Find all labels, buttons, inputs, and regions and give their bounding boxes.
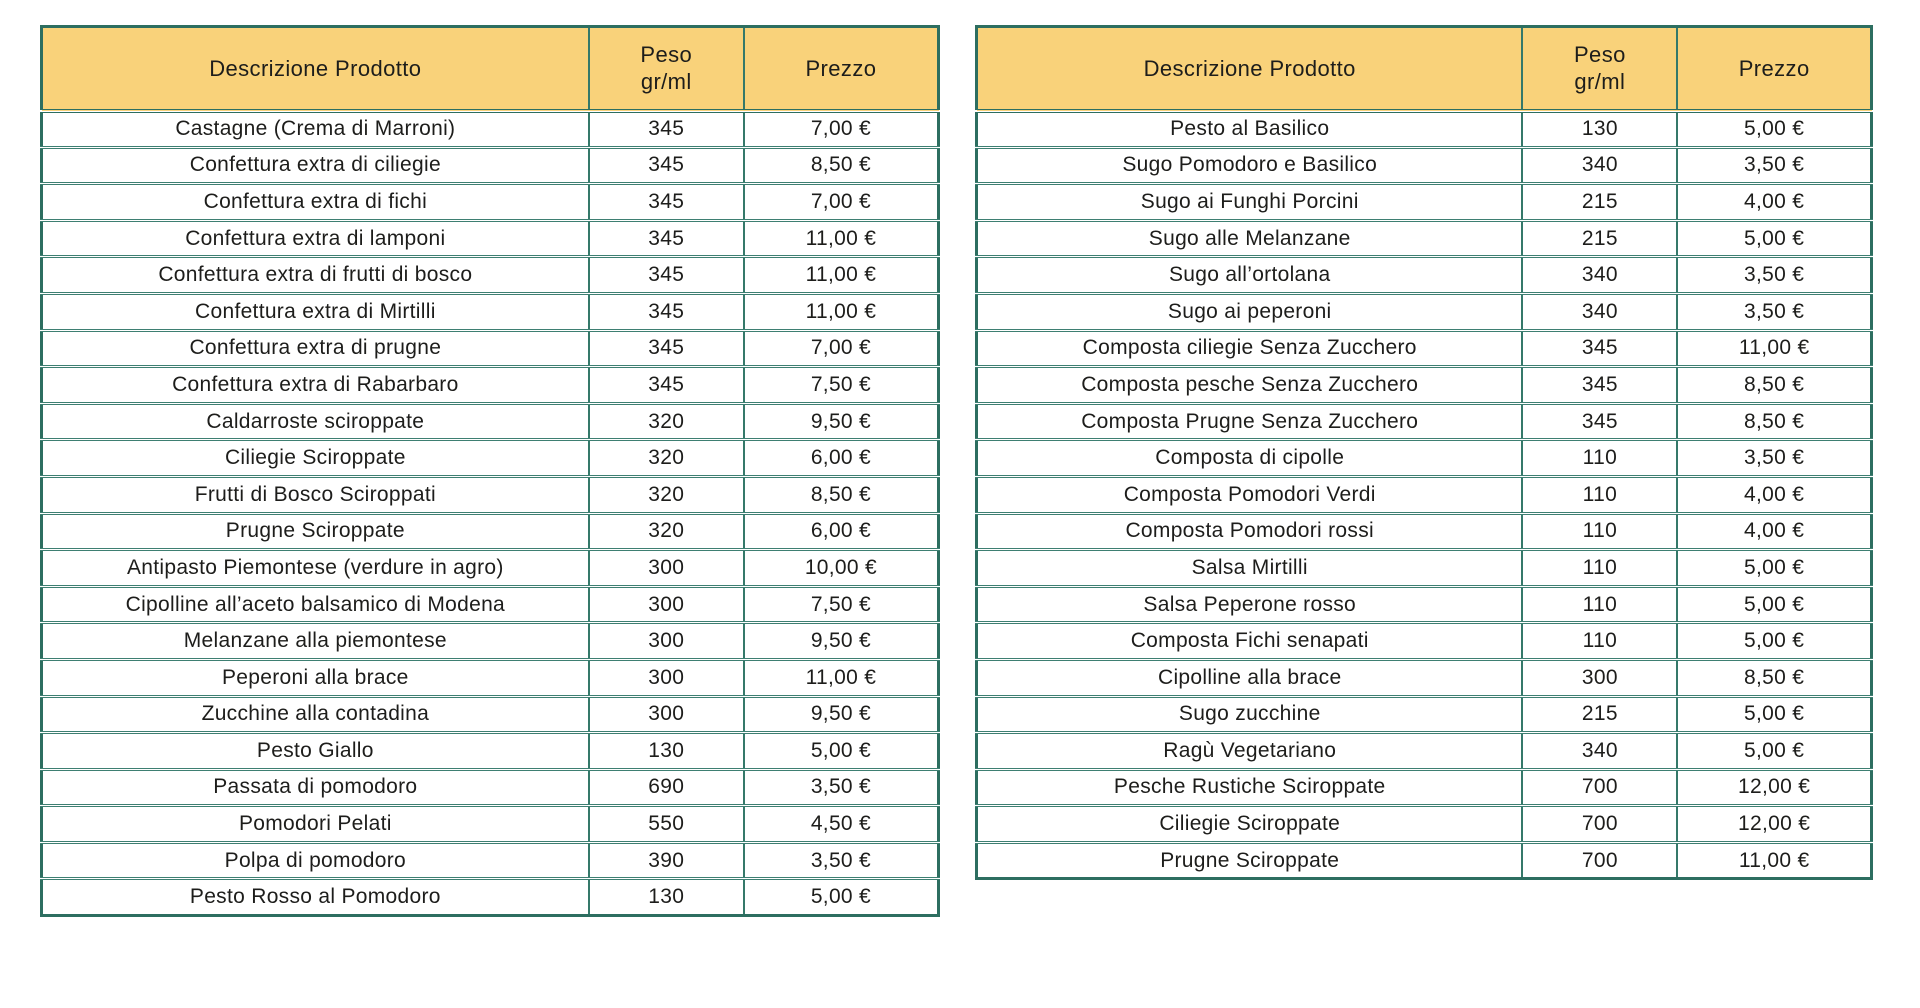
cell-product: Confettura extra di Rabarbaro [42,367,589,404]
table-row [42,147,939,184]
cell-product: Ragù Vegetariano [977,733,1523,770]
table-row [977,806,1872,843]
cell-weight: 345 [589,111,744,148]
table-row [977,842,1872,879]
cell-price: 5,00 € [744,879,939,916]
table-row [977,623,1872,660]
table-row [977,111,1872,148]
cell-weight: 300 [589,550,744,587]
cell-price: 10,00 € [744,550,939,587]
cell-weight: 130 [1522,111,1677,148]
cell-price: 11,00 € [744,293,939,330]
cell-product: Composta Pomodori rossi [977,513,1523,550]
table-row [977,696,1872,733]
cell-weight: 390 [589,842,744,879]
cell-weight: 110 [1522,513,1677,550]
cell-weight: 320 [589,403,744,440]
table-row [42,367,939,404]
cell-weight: 110 [1522,440,1677,477]
cell-weight: 130 [589,733,744,770]
cell-price: 3,50 € [744,769,939,806]
cell-price: 9,50 € [744,623,939,660]
cell-price: 5,00 € [1677,586,1871,623]
table-header [977,27,1872,111]
cell-price: 8,50 € [1677,403,1871,440]
cell-product: Confettura extra di ciliegie [42,147,589,184]
cell-weight: 300 [1522,659,1677,696]
cell-weight: 300 [589,586,744,623]
cell-price: 6,00 € [744,513,939,550]
cell-price: 5,00 € [1677,111,1871,148]
cell-product: Peperoni alla brace [42,659,589,696]
cell-price: 8,50 € [744,476,939,513]
column-header-price: Prezzo [744,27,939,111]
table-body [42,111,939,916]
table-row [977,293,1872,330]
table-row [977,440,1872,477]
cell-product: Prugne Sciroppate [977,842,1523,879]
cell-weight: 110 [1522,476,1677,513]
cell-price: 7,00 € [744,330,939,367]
cell-price: 4,00 € [1677,513,1871,550]
table-row [42,550,939,587]
cell-weight: 110 [1522,623,1677,660]
cell-product: Passata di pomodoro [42,769,589,806]
cell-price: 5,00 € [1677,733,1871,770]
table-row [977,257,1872,294]
cell-product: Zucchine alla contadina [42,696,589,733]
table-row [42,440,939,477]
cell-price: 5,00 € [744,733,939,770]
table-row [977,220,1872,257]
cell-product: Antipasto Piemontese (verdure in agro) [42,550,589,587]
cell-product: Castagne (Crema di Marroni) [42,111,589,148]
cell-product: Sugo Pomodoro e Basilico [977,147,1523,184]
cell-product: Composta Prugne Senza Zucchero [977,403,1523,440]
cell-weight: 110 [1522,586,1677,623]
cell-price: 5,00 € [1677,220,1871,257]
cell-weight: 345 [589,147,744,184]
cell-price: 11,00 € [744,659,939,696]
cell-price: 6,00 € [744,440,939,477]
table-row [42,586,939,623]
cell-weight: 320 [589,440,744,477]
cell-weight: 300 [589,659,744,696]
weight-header-line2: gr/ml [640,69,692,95]
cell-price: 11,00 € [1677,842,1871,879]
cell-weight: 215 [1522,696,1677,733]
cell-price: 5,00 € [1677,623,1871,660]
weight-header-line1: Peso [1573,41,1626,67]
cell-product: Ciliegie Sciroppate [977,806,1523,843]
cell-price: 4,00 € [1677,184,1871,221]
cell-product: Pomodori Pelati [42,806,589,843]
cell-product: Confettura extra di fichi [42,184,589,221]
cell-product: Composta di cipolle [977,440,1523,477]
table-row [42,842,939,879]
cell-price: 8,50 € [1677,659,1871,696]
cell-price: 7,50 € [744,586,939,623]
cell-price: 3,50 € [1677,147,1871,184]
table-row [42,769,939,806]
header-row [42,27,939,111]
cell-price: 4,00 € [1677,476,1871,513]
cell-weight: 320 [589,513,744,550]
cell-product: Confettura extra di frutti di bosco [42,257,589,294]
cell-price: 7,50 € [744,367,939,404]
table-row [977,550,1872,587]
cell-price: 8,50 € [1677,367,1871,404]
table-row [42,696,939,733]
table-row [42,220,939,257]
header-row [977,27,1872,111]
table-row [42,513,939,550]
cell-price: 9,50 € [744,403,939,440]
cell-price: 7,00 € [744,184,939,221]
cell-product: Sugo ai peperoni [977,293,1523,330]
cell-price: 4,50 € [744,806,939,843]
cell-weight: 345 [1522,367,1677,404]
cell-price: 5,00 € [1677,550,1871,587]
cell-price: 11,00 € [744,220,939,257]
cell-price: 7,00 € [744,111,939,148]
column-header-product: Descrizione Prodotto [977,27,1523,111]
cell-weight: 130 [589,879,744,916]
cell-weight: 550 [589,806,744,843]
table-row [42,623,939,660]
cell-weight: 700 [1522,842,1677,879]
table-row [42,476,939,513]
cell-product: Ciliegie Sciroppate [42,440,589,477]
table-row [977,769,1872,806]
cell-product: Cipolline alla brace [977,659,1523,696]
cell-weight: 700 [1522,806,1677,843]
cell-price: 8,50 € [744,147,939,184]
cell-product: Sugo all’ortolana [977,257,1523,294]
cell-price: 12,00 € [1677,806,1871,843]
cell-weight: 340 [1522,257,1677,294]
cell-weight: 300 [589,696,744,733]
cell-weight: 690 [589,769,744,806]
cell-product: Pesto Giallo [42,733,589,770]
table-row [977,586,1872,623]
cell-product: Polpa di pomodoro [42,842,589,879]
table-header [42,27,939,111]
cell-product: Pesto al Basilico [977,111,1523,148]
cell-weight: 215 [1522,220,1677,257]
table-row [42,257,939,294]
table-row [42,293,939,330]
column-header-weight [1522,27,1677,111]
table-body [977,111,1872,879]
cell-price: 3,50 € [1677,440,1871,477]
cell-product: Frutti di Bosco Sciroppati [42,476,589,513]
cell-product: Sugo alle Melanzane [977,220,1523,257]
weight-header-line1: Peso [640,41,693,67]
cell-price: 5,00 € [1677,696,1871,733]
cell-product: Melanzane alla piemontese [42,623,589,660]
cell-weight: 345 [1522,403,1677,440]
table-row [42,403,939,440]
cell-product: Pesche Rustiche Sciroppate [977,769,1523,806]
table-row [977,733,1872,770]
cell-weight: 345 [589,257,744,294]
cell-product: Composta pesche Senza Zucchero [977,367,1523,404]
cell-weight: 345 [589,330,744,367]
cell-weight: 215 [1522,184,1677,221]
table-row [42,184,939,221]
cell-weight: 345 [589,367,744,404]
table-row [42,879,939,916]
cell-price: 11,00 € [1677,330,1871,367]
cell-product: Confettura extra di Mirtilli [42,293,589,330]
cell-weight: 345 [589,293,744,330]
table-row [42,330,939,367]
cell-price: 9,50 € [744,696,939,733]
cell-price: 3,50 € [1677,257,1871,294]
column-header-product: Descrizione Prodotto [42,27,589,111]
cell-product: Composta Fichi senapati [977,623,1523,660]
cell-weight: 345 [1522,330,1677,367]
table-row [42,733,939,770]
cell-product: Composta ciliegie Senza Zucchero [977,330,1523,367]
cell-weight: 110 [1522,550,1677,587]
cell-price: 12,00 € [1677,769,1871,806]
table-row [977,476,1872,513]
table-row [977,330,1872,367]
cell-price: 3,50 € [1677,293,1871,330]
price-table-left [40,25,940,917]
cell-product: Salsa Peperone rosso [977,586,1523,623]
weight-header-line2: gr/ml [1574,69,1626,95]
cell-weight: 345 [589,220,744,257]
table-row [977,367,1872,404]
column-header-weight [589,27,744,111]
cell-product: Caldarroste sciroppate [42,403,589,440]
cell-product: Composta Pomodori Verdi [977,476,1523,513]
column-header-price: Prezzo [1677,27,1871,111]
table-row [977,659,1872,696]
cell-product: Pesto Rosso al Pomodoro [42,879,589,916]
cell-weight: 700 [1522,769,1677,806]
cell-weight: 345 [589,184,744,221]
cell-product: Sugo zucchine [977,696,1523,733]
cell-product: Confettura extra di lamponi [42,220,589,257]
cell-weight: 320 [589,476,744,513]
table-row [977,403,1872,440]
table-row [977,147,1872,184]
cell-product: Cipolline all’aceto balsamico di Modena [42,586,589,623]
table-row [977,184,1872,221]
table-row [977,513,1872,550]
cell-weight: 300 [589,623,744,660]
cell-weight: 340 [1522,147,1677,184]
cell-weight: 340 [1522,733,1677,770]
cell-product: Salsa Mirtilli [977,550,1523,587]
table-row [42,111,939,148]
cell-product: Sugo ai Funghi Porcini [977,184,1523,221]
cell-price: 11,00 € [744,257,939,294]
cell-product: Confettura extra di prugne [42,330,589,367]
cell-product: Prugne Sciroppate [42,513,589,550]
price-table-right [975,25,1873,880]
cell-price: 3,50 € [744,842,939,879]
cell-weight: 340 [1522,293,1677,330]
table-row [42,659,939,696]
table-row [42,806,939,843]
